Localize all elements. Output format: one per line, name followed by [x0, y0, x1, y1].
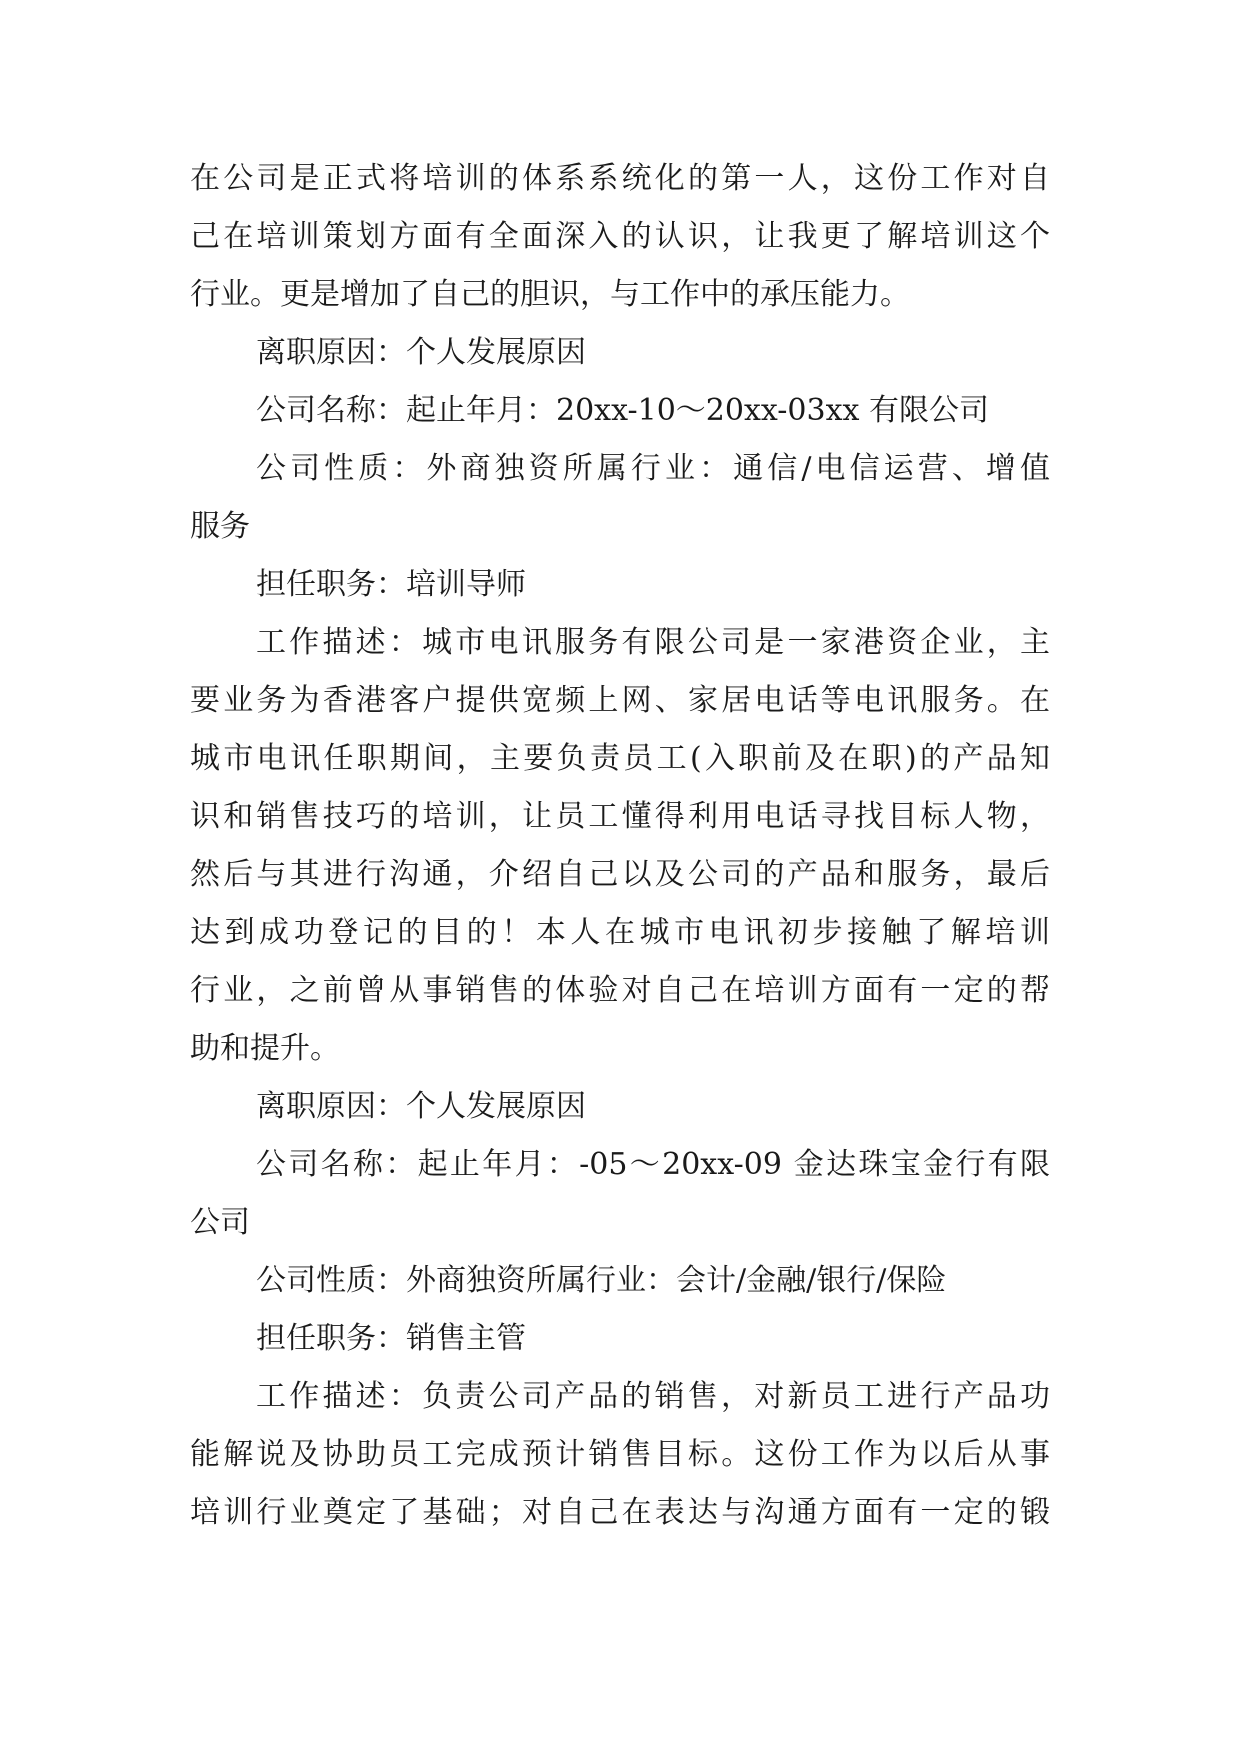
document-text-line: 己在培训策划方面有全面深入的认识，让我更了解培训这个: [190, 219, 1050, 254]
document-text-line: 担任职务：销售主管: [256, 1321, 526, 1356]
document-text-line: 在公司是正式将培训的体系系统化的第一人，这份工作对自: [190, 161, 1050, 196]
document-text-line: 担任职务：培训导师: [256, 567, 526, 602]
document-text-line: 离职原因：个人发展原因: [256, 335, 586, 370]
document-body: [190, 150, 1050, 1542]
document-text-line: 公司名称：起止年月：-05～20xx-09 金达珠宝金行有限: [256, 1147, 1050, 1182]
document-text-line: 培训行业奠定了基础；对自己在表达与沟通方面有一定的锻: [190, 1495, 1050, 1530]
document-text-line: 要业务为香港客户提供宽频上网、家居电话等电讯服务。在: [190, 683, 1050, 718]
document-text-line: 能解说及协助员工完成预计销售目标。这份工作为以后从事: [190, 1437, 1050, 1472]
document-text-line: 公司性质：外商独资所属行业：会计/金融/银行/保险: [256, 1263, 947, 1298]
document-text-line: 公司: [190, 1205, 250, 1240]
document-text-line: 离职原因：个人发展原因: [256, 1089, 586, 1124]
document-text-line: 城市电讯任职期间，主要负责员工(入职前及在职)的产品知: [190, 741, 1050, 776]
document-text-line: 行业。更是增加了自己的胆识，与工作中的承压能力。: [190, 277, 910, 312]
document-text-line: 工作描述：负责公司产品的销售，对新员工进行产品功: [256, 1379, 1050, 1414]
document-text-line: 服务: [190, 509, 250, 544]
document-text-line: 识和销售技巧的培训，让员工懂得利用电话寻找目标人物，: [190, 799, 1050, 834]
document-text-line: 助和提升。: [190, 1031, 340, 1066]
document-text-line: 行业，之前曾从事销售的体验对自己在培训方面有一定的帮: [190, 973, 1050, 1008]
document-text-line: 达到成功登记的目的！本人在城市电讯初步接触了解培训: [190, 915, 1050, 950]
document-text-line: 工作描述：城市电讯服务有限公司是一家港资企业，主: [256, 625, 1050, 660]
document-text-line: 然后与其进行沟通，介绍自己以及公司的产品和服务，最后: [190, 857, 1050, 892]
document-text-line: 公司性质：外商独资所属行业：通信/电信运营、增值: [256, 451, 1050, 486]
document-text-line: 公司名称：起止年月：20xx-10～20xx-03xx 有限公司: [256, 393, 989, 428]
